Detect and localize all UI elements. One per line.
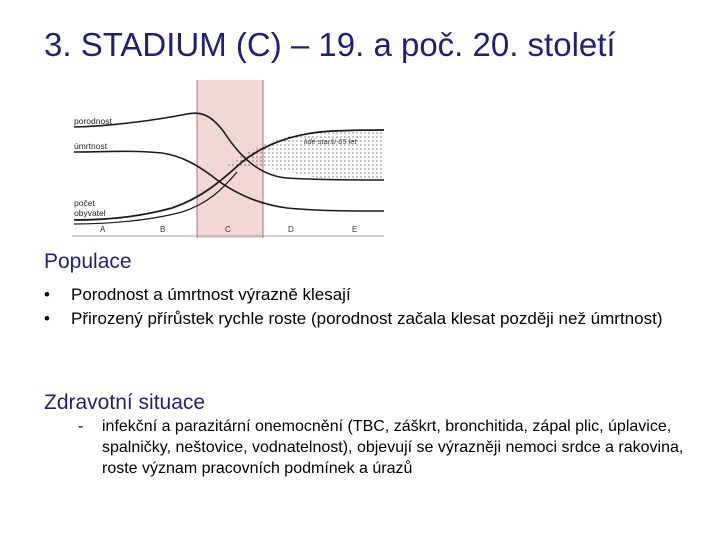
stage-label-c: C	[225, 225, 231, 234]
stage-label-e: E	[352, 225, 358, 234]
stage-label-d: D	[288, 225, 294, 234]
stage-label-a: A	[100, 225, 106, 234]
stage-label-b: B	[160, 225, 166, 234]
populace-list	[44, 283, 714, 331]
demographic-transition-diagram	[72, 80, 387, 238]
label-porodnost: porodnost	[74, 116, 112, 126]
label-pocet: počet	[74, 198, 95, 208]
heading-zdravotni-situace: Zdravotní situace	[44, 391, 206, 414]
label-obyvatel: obyvatel	[74, 208, 106, 218]
bullet-icon: •	[44, 285, 50, 304]
zdravotni-text: - infekční a parazitární onemocnění (TBC, záškrt, bronchitida, zápal plic, úplavice, spalničky, neštovice, vodnatelnost), objevují se výrazněji nemoci srdce a rakovina, roste význam pracovních podmínek a úrazů	[78, 418, 684, 477]
label-umrtnost: úmrtnost	[74, 141, 108, 151]
annotation-elderly: lidé starší 65 let	[304, 137, 357, 146]
dash-marker: -	[78, 418, 84, 435]
list-item: • Porodnost a úmrtnost výrazně klesají	[44, 283, 714, 307]
bullet-icon: •	[44, 309, 50, 328]
list-item: • Přirozený přírůstek rychle roste (porodnost začala klesat později než úmrtnost)	[44, 307, 714, 331]
slide-title: 3. STADIUM (C) – 19. a poč. 20. století	[44, 26, 616, 63]
heading-populace: Populace	[44, 250, 132, 273]
